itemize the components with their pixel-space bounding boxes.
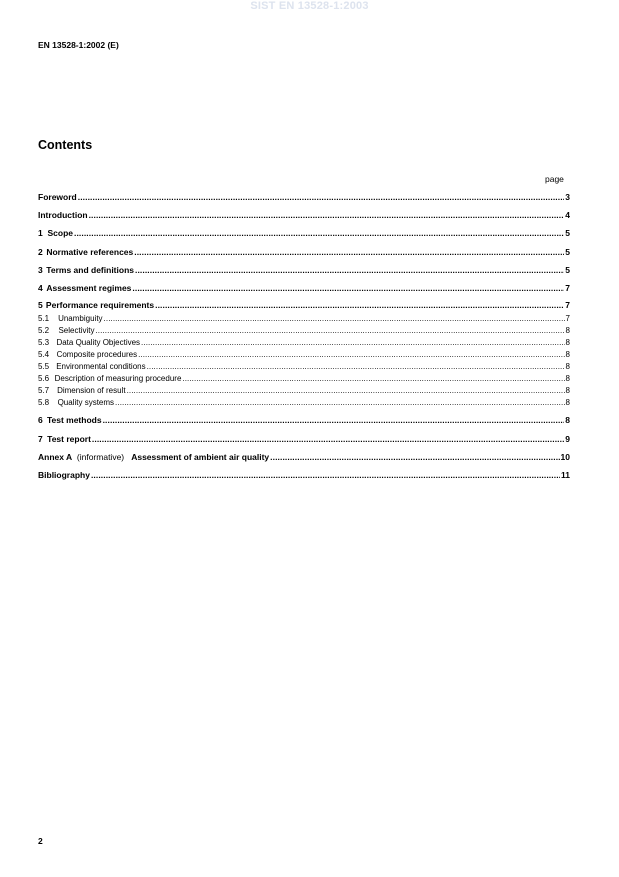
toc-dot-leader [182,374,564,383]
page-column-label: page [545,174,564,184]
page-number: 2 [38,836,43,846]
toc-entry[interactable] [38,386,570,395]
toc-entry-page: 11 [561,470,570,480]
toc-dot-leader [138,350,564,359]
toc-entry[interactable] [38,247,570,257]
toc-entry-page: 8 [565,415,570,425]
toc-entry-page: 9 [565,434,570,444]
toc-entry-number: 5.7 [38,386,50,395]
toc-entry-page: 7 [565,283,570,293]
toc-entry-title: Normative references [46,247,134,257]
toc-entry-number: 7 [38,434,43,444]
toc-entry-number: 4 [38,283,43,293]
toc-entry-title: Unambiguity [58,314,103,323]
toc-dot-leader [91,470,560,480]
toc-entry-title: Data Quality Objectives [56,338,141,347]
toc-entry[interactable] [38,192,570,202]
document-header: EN 13528-1:2002 (E) [38,40,119,50]
toc-entry[interactable] [38,398,570,407]
toc-entry[interactable] [38,326,570,335]
toc-entry[interactable] [38,374,570,383]
toc-entry[interactable] [38,314,570,323]
watermark: SIST EN 13528-1:2003 [250,0,369,12]
toc-entry-page: 7 [565,314,570,323]
toc-dot-leader [74,228,564,238]
toc-entry[interactable] [38,338,570,347]
toc-entry-page: 8 [565,362,570,371]
toc-entry-number: 5.1 [38,314,50,323]
toc-entry-title: Description of measuring procedure [54,374,182,383]
toc-dot-leader [104,314,565,323]
toc-entry-number: 5.8 [38,398,50,407]
toc-dot-leader [103,415,565,425]
toc-dot-leader [141,338,565,347]
toc-entry-page: 5 [565,265,570,275]
toc-entry-number: 5.2 [38,326,50,335]
toc-entry-title: Dimension of result [57,386,126,395]
toc-entry[interactable] [38,434,570,444]
toc-entry[interactable] [38,283,570,293]
toc-entry-page: 8 [565,386,570,395]
toc-entry-number: 3 [38,265,43,275]
toc-dot-leader [89,210,565,220]
toc-entry-title: Composite procedures [56,350,138,359]
toc-entry-number: 6 [38,415,43,425]
toc-entry-page: 8 [565,350,570,359]
contents-heading: Contents [38,138,93,152]
toc-entry-number: 5.6 [38,374,50,383]
toc-entry-page: 10 [560,452,570,462]
toc-entry-title: Test report [47,434,91,444]
toc-entry[interactable] [38,415,570,425]
toc-entry-title: Assessment regimes [46,283,132,293]
toc-entry-title: Performance requirements [45,300,155,310]
toc-entry-title: Scope [47,228,73,238]
toc-dot-leader [147,362,565,371]
toc-dot-leader [127,386,565,395]
toc-entry-page: 7 [565,300,570,310]
toc-entry-page: 3 [565,192,570,202]
toc-entry[interactable] [38,452,570,462]
toc-entry-number: 2 [38,247,43,257]
toc-entry-page: 5 [565,228,570,238]
toc-entry[interactable] [38,210,570,220]
toc-entry-page: 4 [565,210,570,220]
toc-dot-leader [134,247,564,257]
toc-entry-page: 8 [565,338,570,347]
toc-entry-page: 5 [565,247,570,257]
toc-entry-title: Quality systems [57,398,115,407]
toc-entry-title: Bibliography [38,470,90,480]
toc-entry-title: Annex A (informative) Assessment of ambient air quality [38,452,270,462]
toc-dot-leader [78,192,565,202]
toc-entry-title: Terms and definitions [46,265,134,275]
toc-entry[interactable] [38,350,570,359]
toc-entry[interactable] [38,228,570,238]
toc-entry-number: 5 [38,300,43,310]
toc-entry-page: 8 [565,398,570,407]
toc-dot-leader [92,434,564,444]
toc-dot-leader [135,265,564,275]
toc-entry-title: Introduction [38,210,88,220]
toc-entry-number: 5.4 [38,350,50,359]
toc-entry[interactable] [38,265,570,275]
toc-entry-number: 5.3 [38,338,50,347]
toc-entry-title: Selectivity [58,326,95,335]
toc-entry[interactable] [38,300,570,310]
toc-entry[interactable] [38,470,570,480]
toc-entry-title: Test methods [46,415,102,425]
toc-dot-leader [95,326,564,335]
toc-dot-leader [270,452,559,462]
toc-entry-page: 8 [565,326,570,335]
toc-entry-number: 5.5 [38,362,50,371]
toc-dot-leader [132,283,564,293]
toc-entry-title: Foreword [38,192,77,202]
toc-entry-number: 1 [38,228,43,238]
toc-entry[interactable] [38,362,570,371]
toc-dot-leader [115,398,565,407]
toc-entry-title: Environmental conditions [56,362,146,371]
toc-entry-page: 8 [565,374,570,383]
toc-dot-leader [155,300,564,310]
